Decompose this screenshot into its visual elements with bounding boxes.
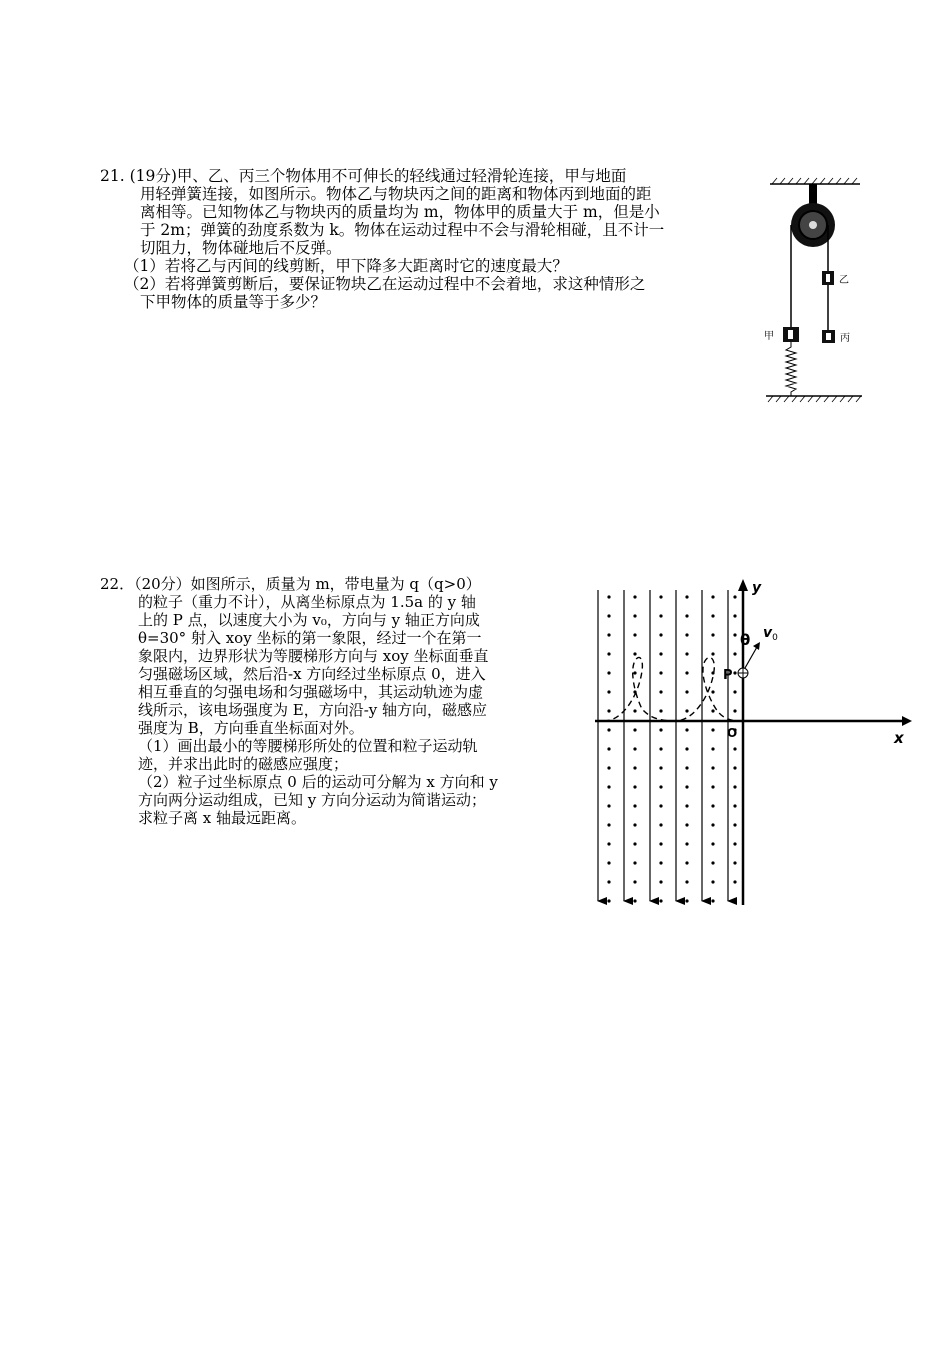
field-dot [607, 595, 610, 598]
field-dot [711, 709, 714, 712]
field-dot [685, 671, 688, 674]
velocity-label [763, 625, 778, 643]
field-dot [733, 823, 736, 826]
field-dot [685, 728, 688, 731]
field-dot [711, 595, 714, 598]
field-dot [633, 766, 636, 769]
question-21 [100, 167, 750, 311]
field-dot [685, 861, 688, 864]
field-dot [711, 785, 714, 788]
field-dot [733, 671, 736, 674]
q22-line-8: 线所示，该电场强度为 E，方向沿-y 轴方向，磁感应 [138, 701, 488, 719]
q22-line-5: 象限内，边界形状为等腰梯形方向与 xoy 坐标面垂直 [138, 647, 489, 665]
field-dot [733, 595, 736, 598]
field-dot [633, 633, 636, 636]
field-dot [633, 709, 636, 712]
field-dot [733, 766, 736, 769]
field-dot [659, 709, 662, 712]
field-dot [733, 880, 736, 883]
velocity-subscript: 0 [772, 633, 778, 643]
field-dot [733, 614, 736, 617]
field-dot [659, 728, 662, 731]
field-dot [711, 690, 714, 693]
q22-line-7: 相互垂直的匀强电场和匀强磁场中，其运动轨迹为虚 [138, 683, 484, 701]
field-dot [685, 709, 688, 712]
field-dot [659, 595, 662, 598]
field-dot [659, 842, 662, 845]
spring [786, 342, 796, 396]
q22-line-2: 的粒子（重力不计），从离坐标原点为 1.5a 的 y 轴 [138, 593, 476, 611]
field-dot [685, 633, 688, 636]
field-dot [733, 633, 736, 636]
field-dot [711, 766, 714, 769]
field-dot [685, 652, 688, 655]
q22-sub-2-end: 求粒子离 x 轴最远距离。 [138, 809, 306, 827]
field-dot [633, 728, 636, 731]
field-dot [685, 842, 688, 845]
field-dot [685, 595, 688, 598]
field-dot [633, 785, 636, 788]
q21-sub-1: （1）若将乙与丙间的线剪断，甲下降多大距离时它的速度最大？ [124, 257, 568, 275]
field-dot [633, 880, 636, 883]
q22-line-3: 上的 P 点，以速度大小为 v₀，方向与 y 轴正方向成 [138, 611, 480, 629]
label-bing: 丙 [840, 333, 850, 344]
y-axis-label: y [752, 580, 762, 596]
q21-line-2: 用轻弹簧连接，如图所示。物体乙与物块丙之间的距离和物体丙到地面的距 [140, 185, 652, 203]
label-jia: 甲 [764, 331, 774, 342]
field-dot [711, 652, 714, 655]
field-dot [607, 766, 610, 769]
velocity-arrow [745, 647, 757, 668]
pulley-axle [809, 221, 817, 229]
q22-sub-1-cont: 迹，并求出此时的磁感应强度； [138, 755, 349, 773]
field-dot [659, 804, 662, 807]
field-dot [659, 785, 662, 788]
field-dot [711, 614, 714, 617]
electric-field-lines [598, 590, 728, 901]
field-dot [685, 785, 688, 788]
field-dot [607, 690, 610, 693]
field-dot [607, 823, 610, 826]
q22-line-4: θ=30° 射入 xoy 坐标的第一象限，经过一个在第一 [138, 629, 482, 647]
field-dot [607, 880, 610, 883]
field-dot [633, 861, 636, 864]
field-dot [607, 728, 610, 731]
field-dot [659, 671, 662, 674]
field-dot [685, 899, 688, 902]
field-dot [733, 785, 736, 788]
particle-trajectory [595, 657, 743, 721]
field-dot [607, 842, 610, 845]
field-dot [711, 728, 714, 731]
field-dot [659, 861, 662, 864]
pulley-bracket [809, 184, 817, 206]
field-dot [733, 899, 736, 902]
field-dot [633, 671, 636, 674]
field-dot [685, 823, 688, 826]
q21-line-5: 切阻力，物体碰地后不反弹。 [140, 239, 342, 257]
block-yi-highlight [826, 274, 830, 282]
field-dot [607, 671, 610, 674]
field-dot [733, 652, 736, 655]
field-dot [685, 766, 688, 769]
angle-theta-label: θ [740, 631, 751, 649]
x-axis-label: x [894, 729, 904, 747]
field-dot [633, 823, 636, 826]
q22-line-6: 匀强磁场区域，然后沿-x 方向经过坐标原点 0，进入 [138, 665, 486, 683]
ground-hatch [768, 396, 861, 402]
field-dot [685, 880, 688, 883]
q21-line-3: 离相等。已知物体乙与物块丙的质量均为 m，物体甲的质量大于 m，但是小 [140, 203, 660, 221]
field-dot [659, 690, 662, 693]
field-dot [733, 709, 736, 712]
pulley-figure [760, 175, 870, 410]
field-dot [659, 747, 662, 750]
block-jia-highlight [788, 330, 793, 339]
field-dot [659, 766, 662, 769]
field-dot [633, 595, 636, 598]
q21-line-1: 21. (19分)甲、乙、丙三个物体用不可伸长的轻线通过轻滑轮连接，甲与地面 [100, 167, 627, 185]
y-axis-arrowhead [738, 579, 748, 591]
field-dot [685, 804, 688, 807]
q22-line-1: 22．（20分）如图所示，质量为 m，带电量为 q（q>0） [100, 575, 481, 593]
field-dot [607, 861, 610, 864]
field-dot [659, 899, 662, 902]
field-dot [607, 899, 610, 902]
field-dot [633, 747, 636, 750]
field-dot [659, 633, 662, 636]
field-dot [607, 614, 610, 617]
q22-sub-2-cont: 方向两分运动组成，已知 y 方向分运动为简谐运动； [138, 791, 487, 809]
q22-line-9: 强度为 B，方向垂直坐标面对外。 [138, 719, 364, 737]
field-dot [711, 804, 714, 807]
field-dot [607, 652, 610, 655]
block-bing-highlight [826, 333, 831, 340]
q22-sub-1: （1）画出最小的等腰梯形所处的位置和粒子运动轨 [138, 737, 478, 755]
field-dot [659, 652, 662, 655]
q21-sub-2: （2）若将弹簧剪断后，要保证物块乙在运动过程中不会着地，求这种情形之 [124, 275, 646, 293]
field-dot [633, 899, 636, 902]
q21-line-4: 于 2m；弹簧的劲度系数为 k。物体在运动过程中不会与滑轮相碰，且不计一 [140, 221, 665, 239]
q22-sub-2: （2）粒子过坐标原点 0 后的运动可分解为 x 方向和 y [138, 773, 498, 791]
field-dot [607, 709, 610, 712]
field-dot [711, 633, 714, 636]
q21-sub-2-cont: 下甲物体的质量等于多少？ [140, 293, 327, 311]
field-dot [711, 899, 714, 902]
field-dot [711, 823, 714, 826]
field-dot [685, 747, 688, 750]
x-axis-arrowhead [902, 716, 912, 726]
field-dot [607, 804, 610, 807]
field-dot [733, 690, 736, 693]
field-dot [711, 880, 714, 883]
field-dot [659, 823, 662, 826]
field-dot [733, 842, 736, 845]
field-dot [607, 785, 610, 788]
field-dot [607, 747, 610, 750]
origin-label: O [727, 726, 738, 740]
field-dot [659, 880, 662, 883]
field-dot [711, 747, 714, 750]
field-dot [633, 804, 636, 807]
point-p-label: P [723, 668, 733, 683]
field-dot [685, 690, 688, 693]
ceiling-hatch [772, 178, 857, 184]
field-dot [633, 614, 636, 617]
velocity-symbol: v [763, 625, 773, 641]
field-dot [733, 804, 736, 807]
field-dot [733, 747, 736, 750]
field-dot [633, 652, 636, 655]
field-dot [633, 842, 636, 845]
field-diagram [590, 575, 920, 915]
field-dot [607, 633, 610, 636]
field-dot [711, 861, 714, 864]
magnetic-field-dots [607, 595, 736, 902]
label-yi: 乙 [839, 275, 849, 286]
field-dot [711, 842, 714, 845]
field-dot [685, 614, 688, 617]
field-dot [733, 861, 736, 864]
question-22 [100, 575, 585, 827]
field-dot [659, 614, 662, 617]
